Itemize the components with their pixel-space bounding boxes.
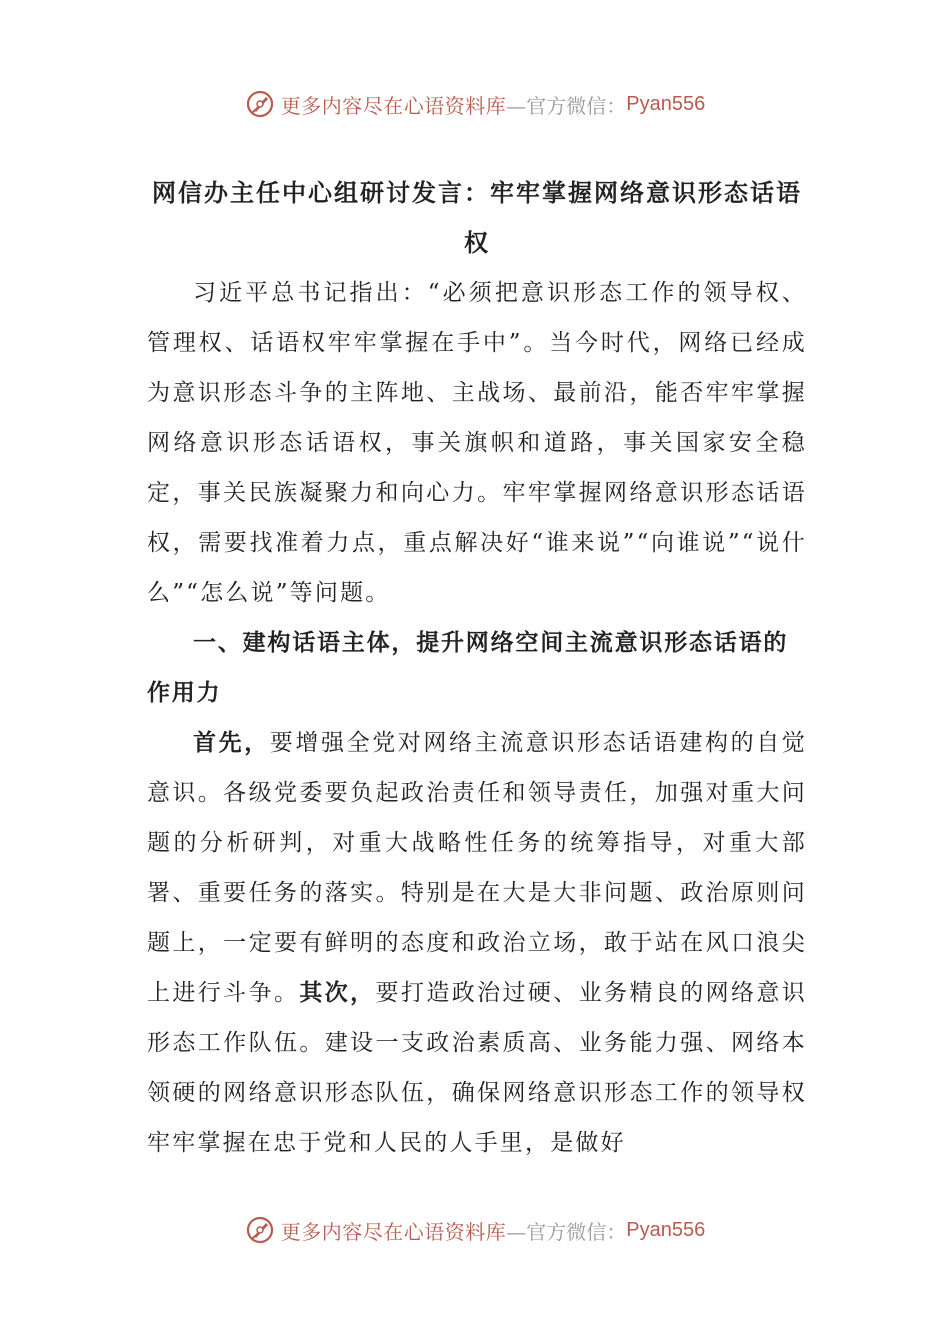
document-title: 网信办主任中心组研讨发言：牢牢掌握网络意识形态话语权 — [152, 179, 802, 257]
header-watermark — [0, 84, 950, 124]
section-heading-1: 一、建构话语主体，提升网络空间主流意识形态话语的作用力 — [147, 630, 789, 706]
document-body — [147, 168, 807, 1168]
intro-paragraph: 习近平总书记指出：“必须把意识形态工作的领导权、管理权、话语权牢牢掌握在手中”。当今时代，网络已经成为意识形态斗争的主阵地、主战场、最前沿，能否牢牢掌握网络意识形态话语权，事关旗帜和道路，事关国家安全稳定，事关民族凝聚力和向心力。牢牢掌握网络意识形态话语权，需要找准着力点，重点解决好“谁来说”“向谁说”“说什么”“怎么说”等问题。 — [147, 280, 807, 606]
lead-second: 其次， — [299, 980, 376, 1006]
lead-first: 首先， — [193, 730, 270, 756]
quill-logo-icon — [245, 89, 275, 119]
banner-main-text: 更多内容尽在心语资料库 — [280, 93, 507, 118]
footer-watermark — [0, 1210, 950, 1250]
text-second: 要打造政治过硬、业务精良的网络意识形态工作队伍。建设一支政治素质高、业务能力强、网络本领硬的网络意识形态队伍，确保网络意识形态工作的领导权牢牢掌握在忠于党和人民的人手里，是做好 — [147, 980, 808, 1156]
section-1-paragraph — [147, 718, 807, 1168]
banner-wechat-id: Pyan556 — [626, 1218, 706, 1241]
banner-sub-text: —官方微信： — [506, 93, 627, 118]
text-first: 要增强全党对网络主流意识形态话语建构的自觉意识。各级党委要负起政治责任和领导责任，加强对重大问题的分析研判，对重大战略性任务的统筹指导，对重大部署、重要任务的落实。特别是在大是大非问题、政治原则问题上，一定要有鲜明的态度和政治立场，敢于站在风口浪尖上进行斗争。 — [147, 730, 808, 1006]
quill-logo-icon — [245, 1215, 275, 1245]
banner-sub-text: —官方微信： — [506, 1219, 627, 1244]
banner-wechat-id: Pyan556 — [626, 92, 706, 115]
banner-main-text: 更多内容尽在心语资料库 — [280, 1219, 507, 1244]
